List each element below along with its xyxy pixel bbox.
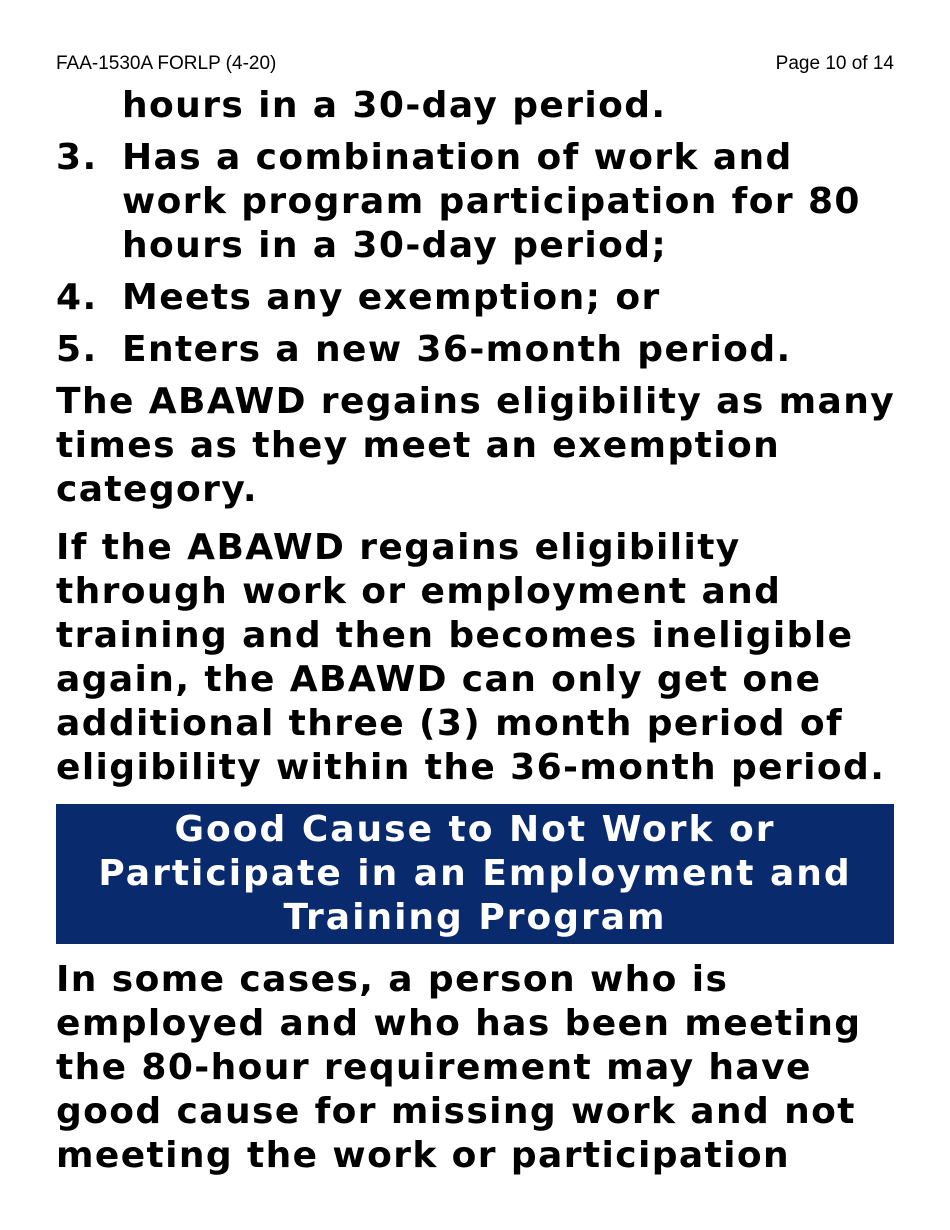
page-number: Page 10 of 14: [775, 53, 894, 74]
list-item-text: Meets any exemption; or: [122, 277, 661, 318]
list-item: [56, 328, 906, 372]
form-id: FAA-1530A FORLP (4-20): [56, 53, 277, 74]
list-item-number: 4.: [56, 277, 98, 318]
good-cause-paragraph: In some cases, a person who is employed and who has been meeting the 80-hour requirement may have good cause for missing work and not meeting the work or participation: [56, 959, 862, 1176]
list-item: [56, 276, 906, 320]
numbered-list: [56, 136, 906, 372]
eligibility-paragraph: The ABAWD regains eligibility as many times as they meet an exemption category.: [56, 381, 896, 510]
list-item-text: Has a combination of work and work program participation for 80 hours in a 30-day period;: [122, 137, 861, 266]
page-content: [56, 84, 906, 1192]
regain-eligibility-paragraph: If the ABAWD regains eligibility through work or employment and training and then becomes ineligible again, the ABAWD can only get one additional three (3) month period of eligibility within the 36-month period.: [56, 527, 886, 788]
page-header: [56, 52, 894, 78]
list-item-number: 3.: [56, 137, 98, 178]
continued-list-text: hours in a 30-day period.: [122, 85, 667, 126]
list-item: [56, 136, 906, 268]
section-heading-banner: Good Cause to Not Work or Participate in an Employment and Training Program: [56, 804, 894, 944]
list-item-text: Enters a new 36-month period.: [122, 329, 792, 370]
list-item-number: 5.: [56, 329, 98, 370]
